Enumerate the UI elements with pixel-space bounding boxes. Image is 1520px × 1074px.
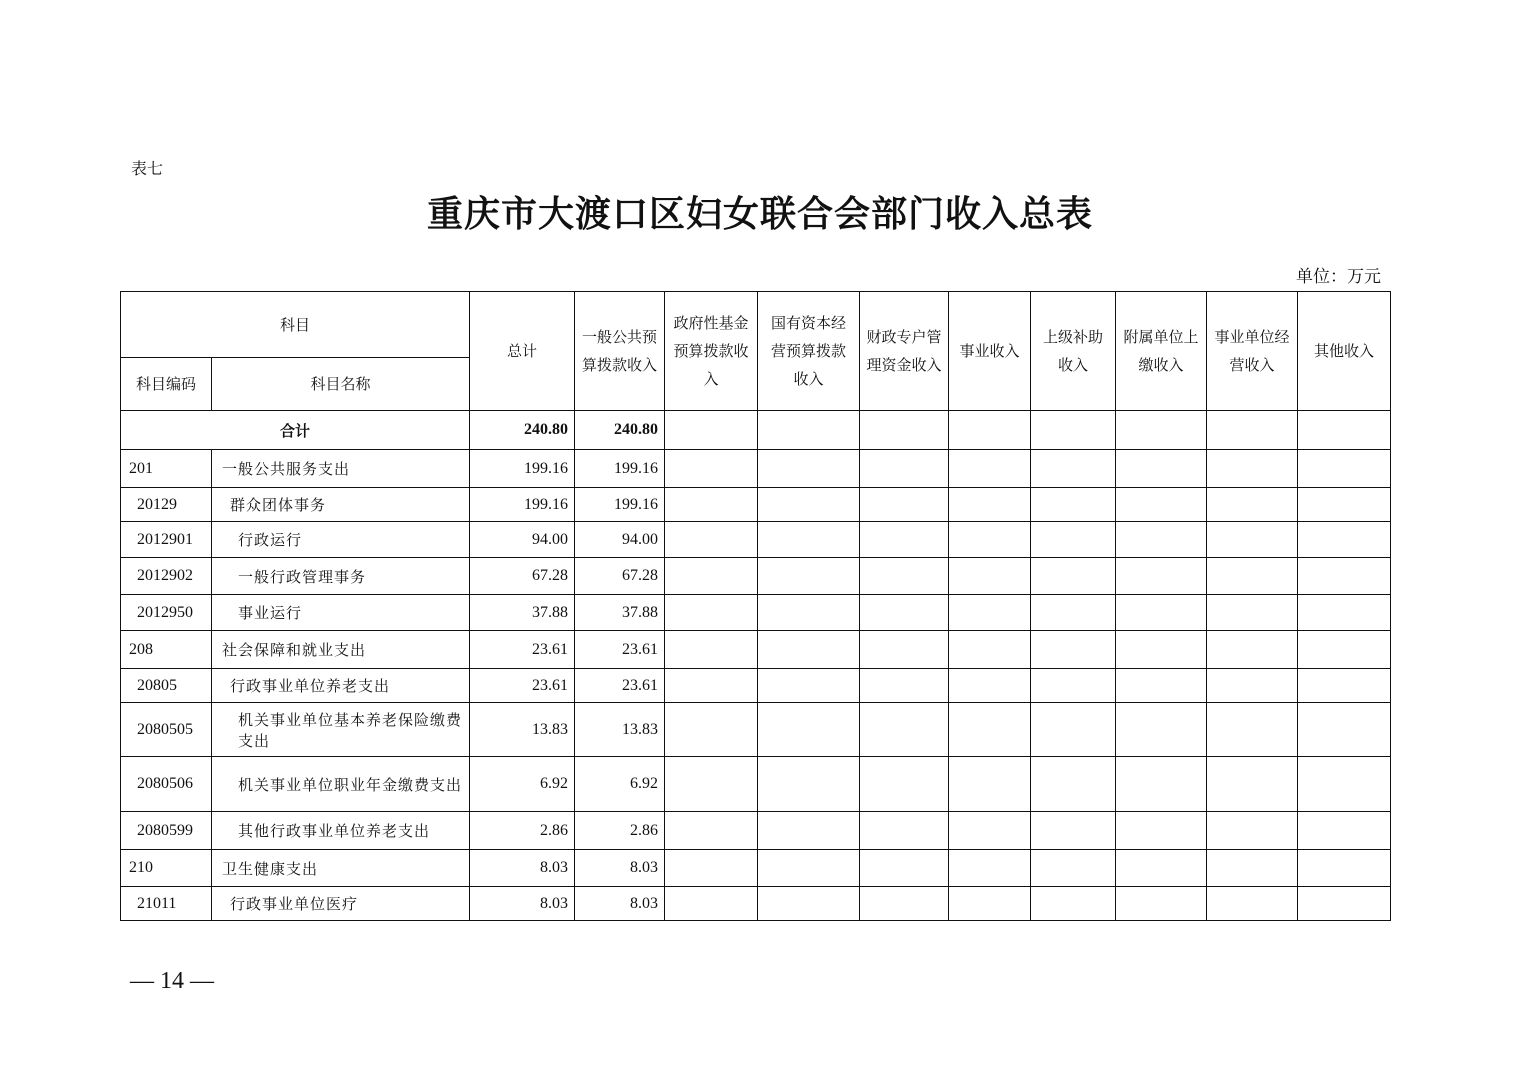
table-row bbox=[121, 703, 1391, 757]
empty-cell bbox=[665, 450, 758, 488]
subject-code: 2080506 bbox=[121, 757, 212, 812]
empty-cell bbox=[1031, 669, 1116, 703]
total-amount: 94.00 bbox=[470, 522, 575, 558]
general-budget-amount: 23.61 bbox=[575, 631, 665, 669]
empty-cell bbox=[860, 703, 949, 757]
general-budget-amount: 94.00 bbox=[575, 522, 665, 558]
table-row bbox=[121, 887, 1391, 921]
total-amount: 8.03 bbox=[470, 887, 575, 921]
general-budget-amount: 199.16 bbox=[575, 488, 665, 522]
empty-cell bbox=[949, 703, 1031, 757]
table-label: 表七 bbox=[131, 159, 164, 178]
empty-cell bbox=[1116, 887, 1207, 921]
empty-cell bbox=[1031, 631, 1116, 669]
empty-cell bbox=[1116, 850, 1207, 887]
empty-cell bbox=[1298, 669, 1391, 703]
total-amount: 6.92 bbox=[470, 757, 575, 812]
general-budget-amount: 8.03 bbox=[575, 887, 665, 921]
header-special-account: 财政专户管理资金收入 bbox=[860, 292, 949, 411]
total-amount: 23.61 bbox=[470, 631, 575, 669]
subject-code: 2080599 bbox=[121, 812, 212, 850]
empty-cell bbox=[860, 488, 949, 522]
total-amount: 199.16 bbox=[470, 450, 575, 488]
subject-code: 20805 bbox=[121, 669, 212, 703]
empty-cell bbox=[949, 488, 1031, 522]
empty-cell bbox=[1207, 887, 1298, 921]
empty-cell bbox=[1031, 522, 1116, 558]
total-amount: 8.03 bbox=[470, 850, 575, 887]
empty-cell bbox=[1031, 757, 1116, 812]
header-state-capital: 国有资本经营预算拨款收入 bbox=[758, 292, 860, 411]
header-subject: 科目 bbox=[121, 292, 470, 358]
subject-code: 208 bbox=[121, 631, 212, 669]
empty-cell bbox=[758, 669, 860, 703]
subject-name: 机关事业单位基本养老保险缴费支出 bbox=[212, 703, 470, 757]
empty-cell bbox=[758, 488, 860, 522]
header-total: 总计 bbox=[470, 292, 575, 411]
empty-cell bbox=[1031, 812, 1116, 850]
empty-cell bbox=[758, 703, 860, 757]
total-amount: 240.80 bbox=[470, 411, 575, 450]
subject-name: 卫生健康支出 bbox=[212, 850, 470, 887]
empty-cell bbox=[1207, 703, 1298, 757]
empty-cell bbox=[860, 411, 949, 450]
empty-cell bbox=[1116, 595, 1207, 631]
empty-cell bbox=[665, 757, 758, 812]
header-superior-subsidy: 上级补助收入 bbox=[1031, 292, 1116, 411]
empty-cell bbox=[1031, 595, 1116, 631]
empty-cell bbox=[860, 812, 949, 850]
empty-cell bbox=[949, 558, 1031, 595]
table-row bbox=[121, 850, 1391, 887]
header-gov-fund: 政府性基金预算拨款收入 bbox=[665, 292, 758, 411]
empty-cell bbox=[1298, 522, 1391, 558]
empty-cell bbox=[665, 595, 758, 631]
empty-cell bbox=[1031, 411, 1116, 450]
general-budget-amount: 67.28 bbox=[575, 558, 665, 595]
empty-cell bbox=[1207, 812, 1298, 850]
empty-cell bbox=[758, 450, 860, 488]
subject-code: 2080505 bbox=[121, 703, 212, 757]
general-budget-amount: 37.88 bbox=[575, 595, 665, 631]
subject-name: 行政事业单位医疗 bbox=[212, 887, 470, 921]
empty-cell bbox=[860, 669, 949, 703]
subject-name: 机关事业单位职业年金缴费支出 bbox=[212, 757, 470, 812]
header-operating-income: 事业单位经营收入 bbox=[1207, 292, 1298, 411]
header-affiliated-units: 附属单位上缴收入 bbox=[1116, 292, 1207, 411]
page-title: 重庆市大渡口区妇女联合会部门收入总表 bbox=[426, 193, 1093, 235]
general-budget-amount: 199.16 bbox=[575, 450, 665, 488]
subject-code: 201 bbox=[121, 450, 212, 488]
empty-cell bbox=[1031, 558, 1116, 595]
table-row bbox=[121, 595, 1391, 631]
empty-cell bbox=[1031, 488, 1116, 522]
subject-name: 其他行政事业单位养老支出 bbox=[212, 812, 470, 850]
total-amount: 2.86 bbox=[470, 812, 575, 850]
empty-cell bbox=[1298, 812, 1391, 850]
empty-cell bbox=[665, 703, 758, 757]
page-number: — 14 — bbox=[130, 968, 214, 994]
total-amount: 37.88 bbox=[470, 595, 575, 631]
empty-cell bbox=[665, 558, 758, 595]
empty-cell bbox=[1116, 669, 1207, 703]
empty-cell bbox=[1031, 850, 1116, 887]
empty-cell bbox=[949, 887, 1031, 921]
empty-cell bbox=[665, 522, 758, 558]
header-name: 科目名称 bbox=[212, 358, 470, 411]
empty-cell bbox=[1298, 450, 1391, 488]
empty-cell bbox=[758, 887, 860, 921]
subject-name: 一般公共服务支出 bbox=[212, 450, 470, 488]
empty-cell bbox=[758, 595, 860, 631]
empty-cell bbox=[665, 850, 758, 887]
empty-cell bbox=[1031, 450, 1116, 488]
total-amount: 199.16 bbox=[470, 488, 575, 522]
subject-code: 20129 bbox=[121, 488, 212, 522]
empty-cell bbox=[1031, 887, 1116, 921]
empty-cell bbox=[1031, 703, 1116, 757]
empty-cell bbox=[949, 595, 1031, 631]
empty-cell bbox=[1298, 887, 1391, 921]
empty-cell bbox=[1116, 703, 1207, 757]
empty-cell bbox=[1116, 757, 1207, 812]
empty-cell bbox=[758, 757, 860, 812]
empty-cell bbox=[1207, 411, 1298, 450]
subject-code: 210 bbox=[121, 850, 212, 887]
empty-cell bbox=[1207, 757, 1298, 812]
general-budget-amount: 13.83 bbox=[575, 703, 665, 757]
empty-cell bbox=[665, 812, 758, 850]
total-row bbox=[121, 411, 1391, 450]
subject-name: 群众团体事务 bbox=[212, 488, 470, 522]
subject-code: 2012950 bbox=[121, 595, 212, 631]
header-business-income: 事业收入 bbox=[949, 292, 1031, 411]
empty-cell bbox=[1298, 411, 1391, 450]
table-row bbox=[121, 488, 1391, 522]
general-budget-amount: 2.86 bbox=[575, 812, 665, 850]
empty-cell bbox=[949, 411, 1031, 450]
table-row bbox=[121, 631, 1391, 669]
empty-cell bbox=[758, 411, 860, 450]
empty-cell bbox=[1207, 669, 1298, 703]
total-label: 合计 bbox=[121, 411, 470, 450]
empty-cell bbox=[949, 450, 1031, 488]
empty-cell bbox=[1116, 631, 1207, 669]
empty-cell bbox=[758, 558, 860, 595]
empty-cell bbox=[1207, 488, 1298, 522]
unit-label: 单位：万元 bbox=[1296, 267, 1381, 287]
empty-cell bbox=[1207, 558, 1298, 595]
empty-cell bbox=[949, 812, 1031, 850]
empty-cell bbox=[1207, 850, 1298, 887]
empty-cell bbox=[860, 595, 949, 631]
subject-code: 2012901 bbox=[121, 522, 212, 558]
empty-cell bbox=[860, 522, 949, 558]
table-row bbox=[121, 522, 1391, 558]
empty-cell bbox=[949, 757, 1031, 812]
general-budget-amount: 8.03 bbox=[575, 850, 665, 887]
empty-cell bbox=[1116, 488, 1207, 522]
empty-cell bbox=[860, 887, 949, 921]
empty-cell bbox=[860, 631, 949, 669]
empty-cell bbox=[949, 631, 1031, 669]
empty-cell bbox=[758, 812, 860, 850]
header-code: 科目编码 bbox=[121, 358, 212, 411]
empty-cell bbox=[1207, 450, 1298, 488]
table-row bbox=[121, 450, 1391, 488]
empty-cell bbox=[860, 850, 949, 887]
empty-cell bbox=[1116, 450, 1207, 488]
subject-name: 社会保障和就业支出 bbox=[212, 631, 470, 669]
empty-cell bbox=[860, 757, 949, 812]
table-row bbox=[121, 669, 1391, 703]
table-row bbox=[121, 757, 1391, 812]
empty-cell bbox=[758, 522, 860, 558]
table-row bbox=[121, 558, 1391, 595]
header-general-budget: 一般公共预算拨款收入 bbox=[575, 292, 665, 411]
empty-cell bbox=[1298, 850, 1391, 887]
empty-cell bbox=[758, 631, 860, 669]
empty-cell bbox=[1298, 488, 1391, 522]
empty-cell bbox=[1298, 757, 1391, 812]
empty-cell bbox=[758, 850, 860, 887]
total-amount: 23.61 bbox=[470, 669, 575, 703]
subject-code: 21011 bbox=[121, 887, 212, 921]
table-row bbox=[121, 812, 1391, 850]
empty-cell bbox=[1298, 703, 1391, 757]
empty-cell bbox=[665, 631, 758, 669]
empty-cell bbox=[949, 850, 1031, 887]
empty-cell bbox=[949, 522, 1031, 558]
empty-cell bbox=[1116, 522, 1207, 558]
income-table bbox=[120, 291, 1391, 921]
empty-cell bbox=[1298, 631, 1391, 669]
subject-code: 2012902 bbox=[121, 558, 212, 595]
empty-cell bbox=[860, 558, 949, 595]
empty-cell bbox=[860, 450, 949, 488]
empty-cell bbox=[665, 669, 758, 703]
subject-name: 行政运行 bbox=[212, 522, 470, 558]
empty-cell bbox=[1207, 522, 1298, 558]
general-budget-amount: 23.61 bbox=[575, 669, 665, 703]
empty-cell bbox=[665, 488, 758, 522]
empty-cell bbox=[1207, 631, 1298, 669]
subject-name: 行政事业单位养老支出 bbox=[212, 669, 470, 703]
empty-cell bbox=[1116, 812, 1207, 850]
empty-cell bbox=[1298, 558, 1391, 595]
empty-cell bbox=[665, 411, 758, 450]
empty-cell bbox=[1298, 595, 1391, 631]
general-budget-amount: 6.92 bbox=[575, 757, 665, 812]
empty-cell bbox=[1116, 558, 1207, 595]
total-general-amount: 240.80 bbox=[575, 411, 665, 450]
subject-name: 一般行政管理事务 bbox=[212, 558, 470, 595]
subject-name: 事业运行 bbox=[212, 595, 470, 631]
empty-cell bbox=[1207, 595, 1298, 631]
empty-cell bbox=[1116, 411, 1207, 450]
total-amount: 13.83 bbox=[470, 703, 575, 757]
total-amount: 67.28 bbox=[470, 558, 575, 595]
empty-cell bbox=[665, 887, 758, 921]
empty-cell bbox=[949, 669, 1031, 703]
header-other-income: 其他收入 bbox=[1298, 292, 1391, 411]
